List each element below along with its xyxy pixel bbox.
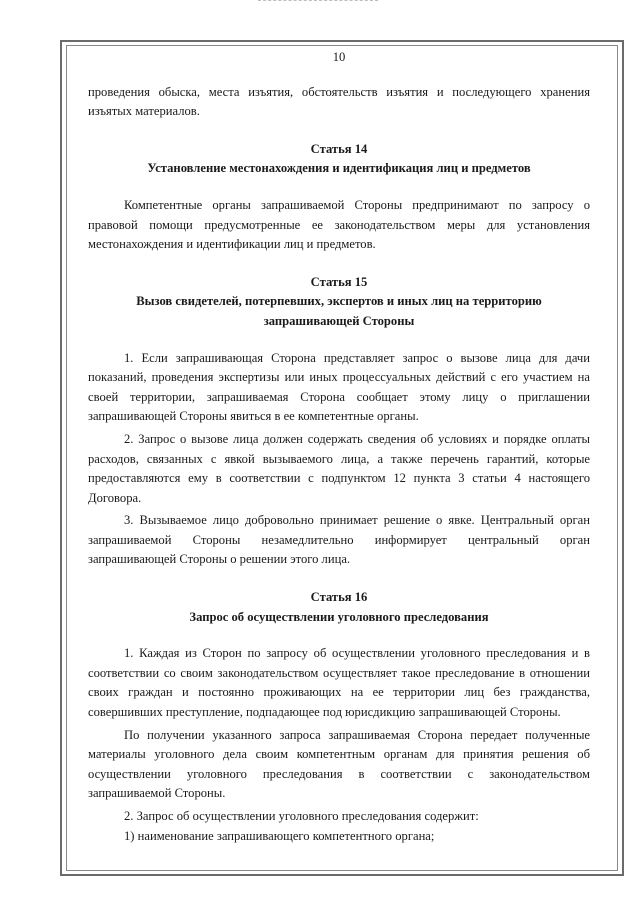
document-body bbox=[88, 48, 590, 846]
article-16-title: Запрос об осуществлении уголовного преследования bbox=[189, 609, 489, 624]
article-14-title: Установление местонахождения и идентификация лиц и предметов bbox=[147, 161, 531, 176]
article-16-paragraph-2: По получении указанного запроса запрашиваемая Сторона передает полученные материалы уголовного дела своим компетентным органам для принятия решения об осуществлении уголовного преследования в соответствии с законодательством запрашиваемой Стороны. bbox=[88, 727, 590, 801]
article-15-title: Вызов свидетелей, потерпевших, экспертов и иных лиц на территорию запрашивающей Стороны bbox=[136, 294, 542, 328]
article-16-paragraph-3: 2. Запрос об осуществлении уголовного преследования содержит: bbox=[124, 809, 479, 823]
article-15-number: Статья 15 bbox=[310, 274, 368, 289]
article-14-paragraph: Компетентные органы запрашиваемой Стороны предпринимают по запросу о правовой помощи предусмотренные ее законодательством меры для установления местонахождения и идентификации лиц и предметов. bbox=[88, 197, 590, 252]
article-15-paragraph-2: 2. Запрос о вызове лица должен содержать сведения об условиях и порядке оплаты расходов, связанных с явкой вызываемого лица, а также перечень гарантий, которые предоставляются ему в соответствии с подпунктом 12 пункта 3 статьи 4 настоящего Договора. bbox=[88, 431, 590, 505]
article-16-paragraph-1: 1. Каждая из Сторон по запросу об осуществлении уголовного преследования и в соответствии со своим законодательством осуществляет такое преследование в отношении своих граждан и постоянно проживающих на ее территории лиц без гражданства, совершивших преступление, подпадающее под юрисдикцию запрашивающей Стороны. bbox=[88, 646, 590, 720]
article-15-paragraph-1: 1. Если запрашивающая Сторона представляет запрос о вызове лица для дачи показаний, проведения экспертизы или иных процессуальных действий с его участием на своей территории, запрашиваемая Сторона сообщает этому лицу о приглашении запрашивающей Стороны явиться в ее компетентные органы. bbox=[88, 350, 590, 424]
article-14-number: Статья 14 bbox=[310, 141, 368, 156]
article-16-paragraph-4: 1) наименование запрашивающего компетентного органа; bbox=[124, 828, 435, 843]
intro-paragraph: проведения обыска, места изъятия, обстоятельств изъятия и последующего хранения изъятых материалов. bbox=[88, 84, 590, 119]
scan-artifact bbox=[258, 0, 378, 7]
article-15-paragraph-3: 3. Вызываемое лицо добровольно принимает решение о явке. Центральный орган запрашиваемой Стороны незамедлительно информирует центральный орган запрашивающей Стороны о решении этого лица. bbox=[88, 513, 590, 567]
page-number: 10 bbox=[332, 50, 346, 64]
article-16-number: Статья 16 bbox=[310, 590, 368, 605]
